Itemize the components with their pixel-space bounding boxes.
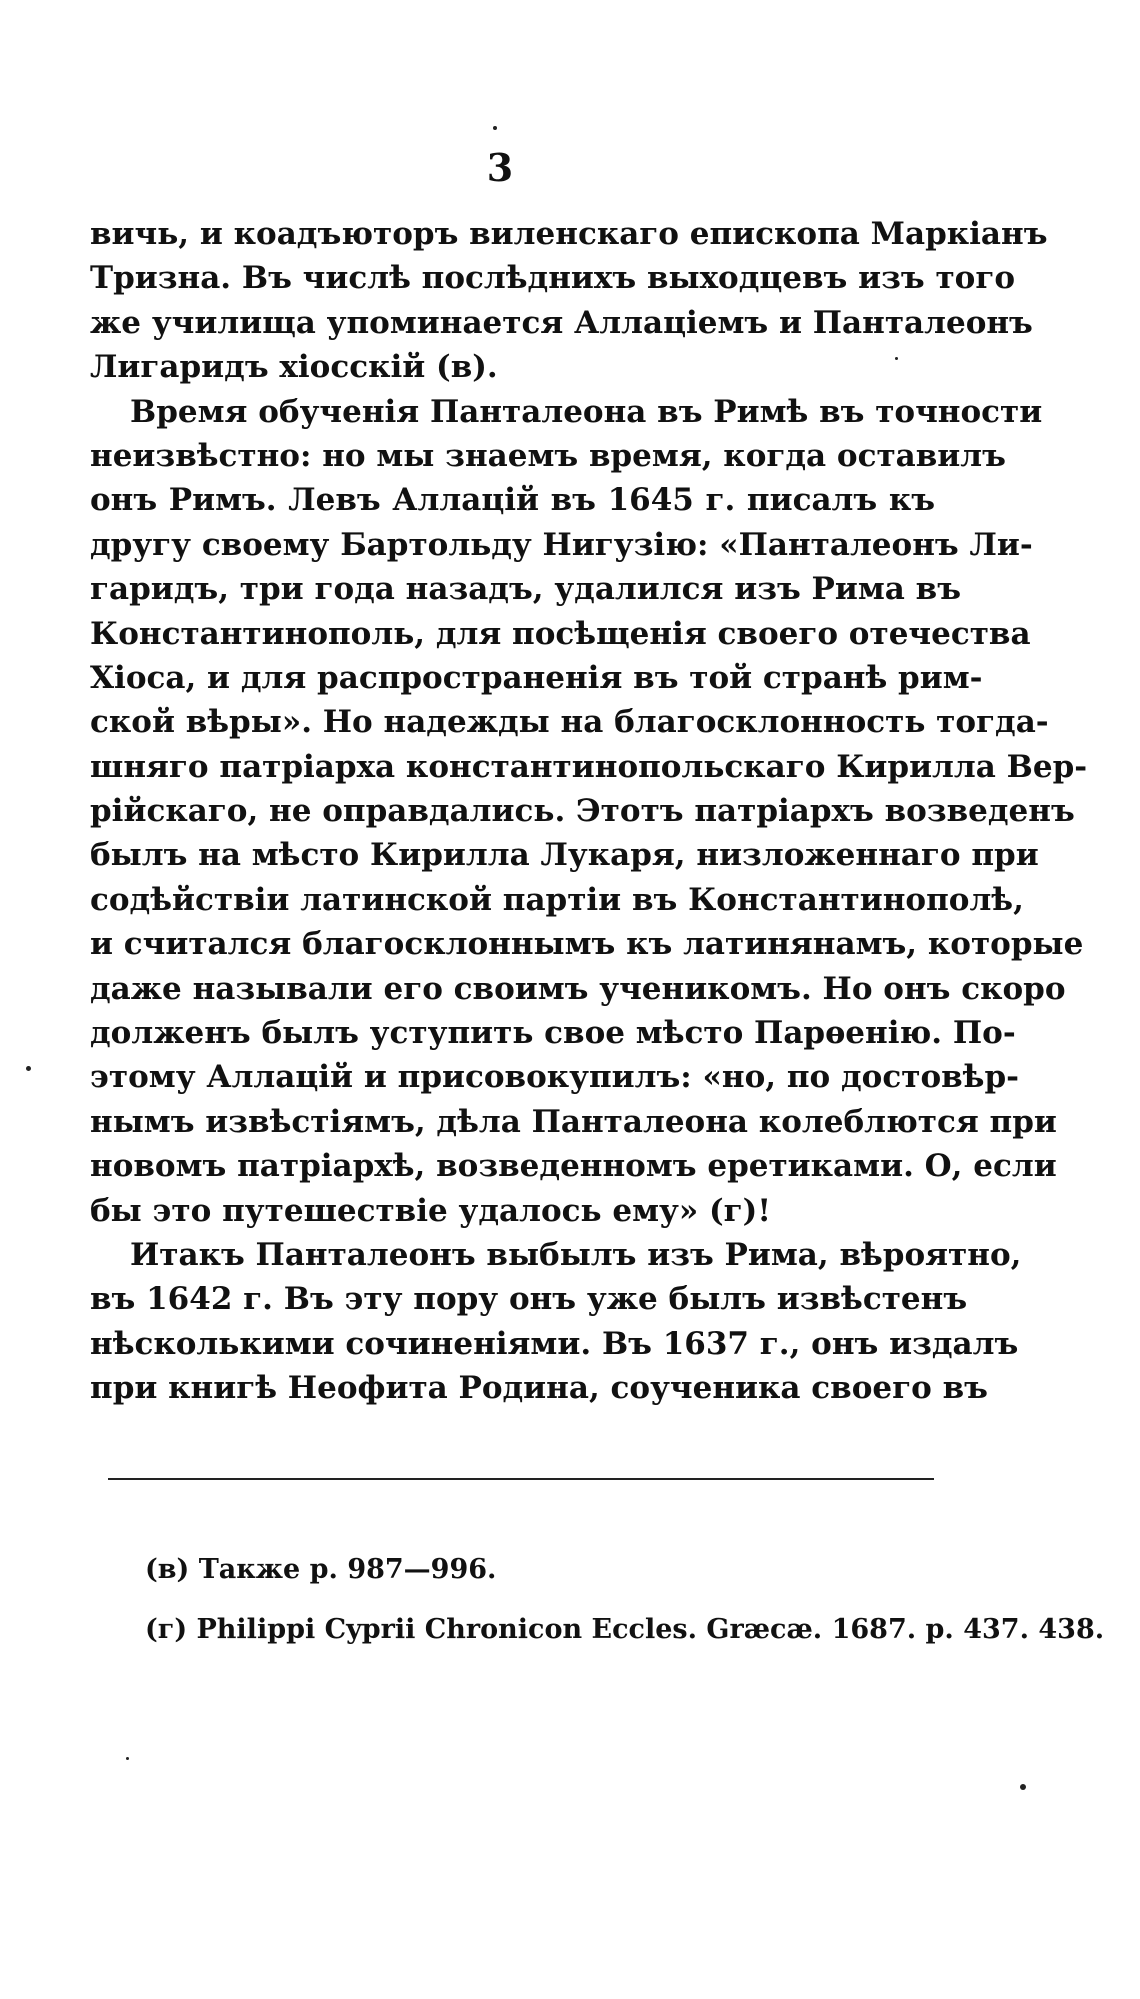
text-line: Константинополь, для посѣщенія своего отечества: [90, 615, 1031, 652]
text-line: вичь, и коадъюторъ виленскаго епископа Маркіанъ: [90, 216, 1048, 252]
text-line: въ 1642 г. Въ эту пору онъ уже былъ извѣстенъ: [90, 1281, 968, 1318]
text-line: новомъ патріархѣ, возведенномъ еретиками. О, если: [90, 1148, 1057, 1185]
text-line: и считался благосклоннымъ къ латинянамъ, которые: [90, 926, 1084, 963]
ink-speck: [126, 1757, 129, 1760]
text-line: нымъ извѣстіямъ, дѣла Панталеона колеблются при: [90, 1103, 1057, 1140]
footnote-divider: [108, 1478, 934, 1480]
text-line: долженъ былъ уступить свое мѣсто Парѳенію. По-: [90, 1015, 1016, 1052]
text-line: шняго патріарха константинопольскаго Кирилла Вер-: [90, 748, 1088, 785]
text-line: ской вѣры». Но надежды на благосклонность тогда-: [90, 704, 1049, 741]
text-line: Хіоса, и для распространенія въ той странѣ рим-: [90, 659, 983, 696]
footnote: (г) Philippi Cyprii Chronicon Eccles. Græcæ. 1687. р. 437. 438.: [145, 1614, 1105, 1645]
ink-speck: [1020, 1784, 1026, 1790]
text-line: неизвѣстно: но мы знаемъ время, когда оставилъ: [90, 437, 1006, 474]
text-line: Тризна. Въ числѣ послѣднихъ выходцевъ изъ того: [90, 260, 1016, 297]
page-number: 3: [486, 145, 514, 190]
ink-speck: [493, 126, 497, 130]
text-line: бы это путешествіе удалось ему» (г)!: [90, 1192, 771, 1229]
text-line: Лигаридъ хіосскій (в).: [90, 349, 498, 386]
text-line: Итакъ Панталеонъ выбылъ изъ Рима, вѣроятно,: [130, 1236, 1022, 1273]
text-line: другу своему Бартольду Нигузію: «Панталеонъ Ли-: [90, 526, 1033, 563]
text-line: онъ Римъ. Левъ Аллацій въ 1645 г. писалъ къ: [90, 482, 935, 519]
text-line: Время обученія Панталеона въ Римѣ въ точности: [130, 393, 1043, 430]
footnotes: [145, 1540, 1105, 1660]
text-line: этому Аллацій и присовокупилъ: «но, по достовѣр-: [90, 1059, 1020, 1096]
text-line: даже называли его своимъ ученикомъ. Но онъ скоро: [90, 970, 1066, 1007]
ink-speck: [895, 357, 898, 360]
text-line: нѣсколькими сочиненіями. Въ 1637 г., онъ издалъ: [90, 1325, 1019, 1362]
ink-speck: [26, 1066, 31, 1071]
text-line: былъ на мѣсто Кирилла Лукаря, низложеннаго при: [90, 837, 1039, 874]
body-text: [90, 212, 1088, 1411]
text-line: при книгѣ Неофита Родина, соученика своего въ: [90, 1370, 988, 1407]
footnote: (в) Также р. 987—996.: [145, 1554, 497, 1585]
text-line: гаридъ, три года назадъ, удалился изъ Рима въ: [90, 571, 961, 608]
text-line: рійскаго, не оправдались. Этотъ патріархъ возведенъ: [90, 793, 1075, 830]
text-line: же училища упоминается Аллаціемъ и Панталеонъ: [90, 304, 1033, 341]
text-line: содѣйствіи латинской партіи въ Константинополѣ,: [90, 881, 1024, 918]
